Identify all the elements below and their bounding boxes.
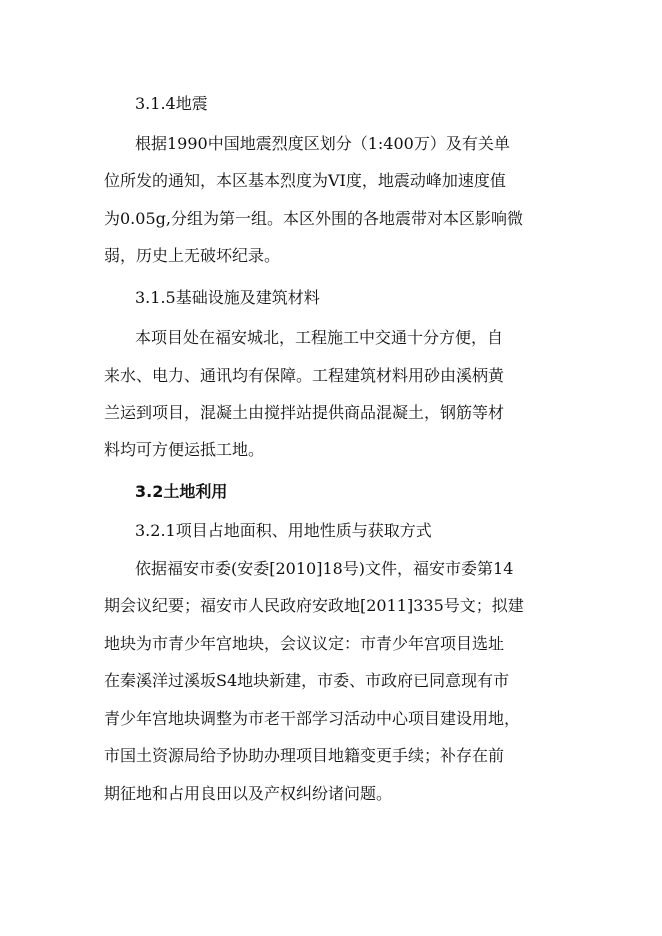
paragraph-line: 期会议纪要；福安市人民政府安政地[2011]335号文；拟建 <box>104 596 524 615</box>
paragraph-line: 地块为市青少年宫地块，会议议定：市青少年宫项目选址 <box>104 634 505 653</box>
paragraph-line: 位所发的通知，本区基本烈度为VI度，地震动峰加速度值 <box>104 171 506 190</box>
paragraph-line: 弱，历史上无破坏纪录。 <box>104 246 281 265</box>
paragraph-line: 兰运到项目，混凝土由搅拌站提供商品混凝土，钢筋等材 <box>104 403 505 422</box>
paragraph-line: 本项目处在福安城北，工程施工中交通十分方便，自 <box>135 328 504 347</box>
paragraph-line: 青少年宫地块调整为市老干部学习活动中心项目建设用地， <box>104 709 521 728</box>
paragraph-line: 根据1990中国地震烈度区划分（1:400万）及有关单 <box>135 134 510 153</box>
section-3-1-4-title: 3.1.4地震 <box>135 94 208 113</box>
paragraph-line: 期征地和占用良田以及产权纠纷诸问题。 <box>104 784 393 803</box>
paragraph-line: 料均可方便运抵工地。 <box>104 440 265 459</box>
paragraph-line: 在秦溪洋过溪坂S4地块新建，市委、市政府已同意现有市 <box>104 671 510 690</box>
section-3-1-5-title: 3.1.5基础设施及建筑材料 <box>135 288 320 307</box>
section-3-2-1-title: 3.2.1项目占地面积、用地性质与获取方式 <box>135 521 432 540</box>
paragraph-line: 市国土资源局给予协助办理项目地籍变更手续；补存在前 <box>104 746 505 765</box>
paragraph-line: 依据福安市委(安委[2010]18号)文件，福安市委第14 <box>135 559 514 578</box>
paragraph-line: 为0.05g,分组为第一组。本区外围的各地震带对本区影响微 <box>104 209 523 228</box>
section-3-2-heading: 3.2土地利用 <box>135 482 228 501</box>
paragraph-line: 来水、电力、通讯均有保障。工程建筑材料用砂由溪柄黄 <box>104 366 505 385</box>
